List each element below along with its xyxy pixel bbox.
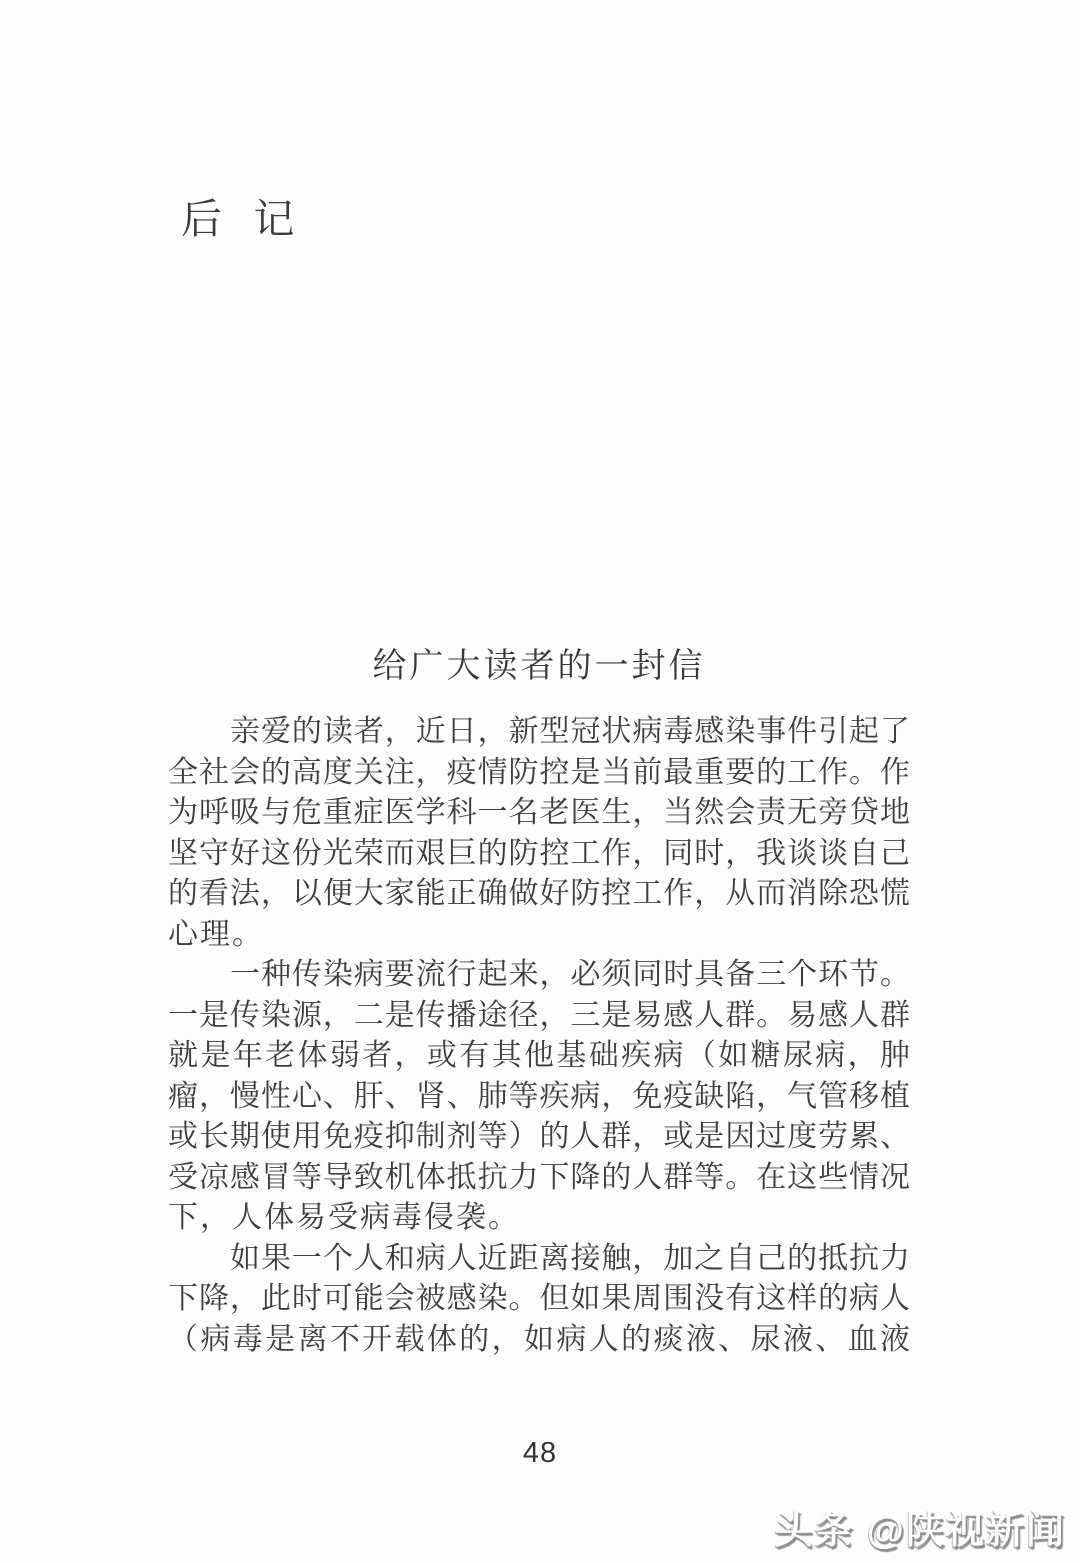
letter-body xyxy=(168,712,910,1360)
letter-line: 受凉感冒等导致机体抵抗力下降的人群等。在这些情况 xyxy=(168,1160,910,1194)
letter-line: 亲爱的读者，近日，新型冠状病毒感染事件引起了 xyxy=(230,715,910,748)
letter-line: 为呼吸与危重症医学科一名老医生，当然会责无旁贷地 xyxy=(168,796,910,829)
letter-line: 一是传染源，二是传播途径，三是易感人群。易感人群 xyxy=(168,998,910,1032)
letter-line: 的看法，以便大家能正确做好防控工作，从而消除恐慌 xyxy=(168,877,910,910)
letter-line: 心理。 xyxy=(168,917,264,951)
letter-line: 就是年老体弱者，或有其他基础疾病（如糖尿病，肿 xyxy=(168,1039,910,1072)
letter-line: 瘤，慢性心、肝、肾、肺等疾病，免疫缺陷，气管移植 xyxy=(168,1079,910,1113)
letter-line: 下，人体易受病毒侵袭。 xyxy=(168,1201,520,1234)
letter-line: 如果一个人和病人近距离接触，加之自己的抵抗力 xyxy=(230,1241,910,1275)
page-number: 48 xyxy=(522,1437,558,1469)
letter-line: （病毒是离不开载体的，如病人的痰液、尿液、血液 xyxy=(168,1322,910,1356)
letter-line: 全社会的高度关注，疫情防控是当前最重要的工作。作 xyxy=(168,755,910,789)
letter-line: 一种传染病要流行起来，必须同时具备三个环节。 xyxy=(230,958,910,991)
letter-title: 给广大读者的一封信 xyxy=(372,648,706,685)
watermark: 头条 @陕视新闻 xyxy=(774,1510,1066,1552)
letter-line: 或长期使用免疫抑制剂等）的人群，或是因过度劳累、 xyxy=(168,1120,910,1153)
chapter-title: 后 记 xyxy=(181,196,305,242)
letter-line: 下降，此时可能会被感染。但如果周围没有这样的病人 xyxy=(168,1282,910,1315)
letter-line: 坚守好这份光荣而艰巨的防控工作，同时，我谈谈自己 xyxy=(168,836,910,870)
